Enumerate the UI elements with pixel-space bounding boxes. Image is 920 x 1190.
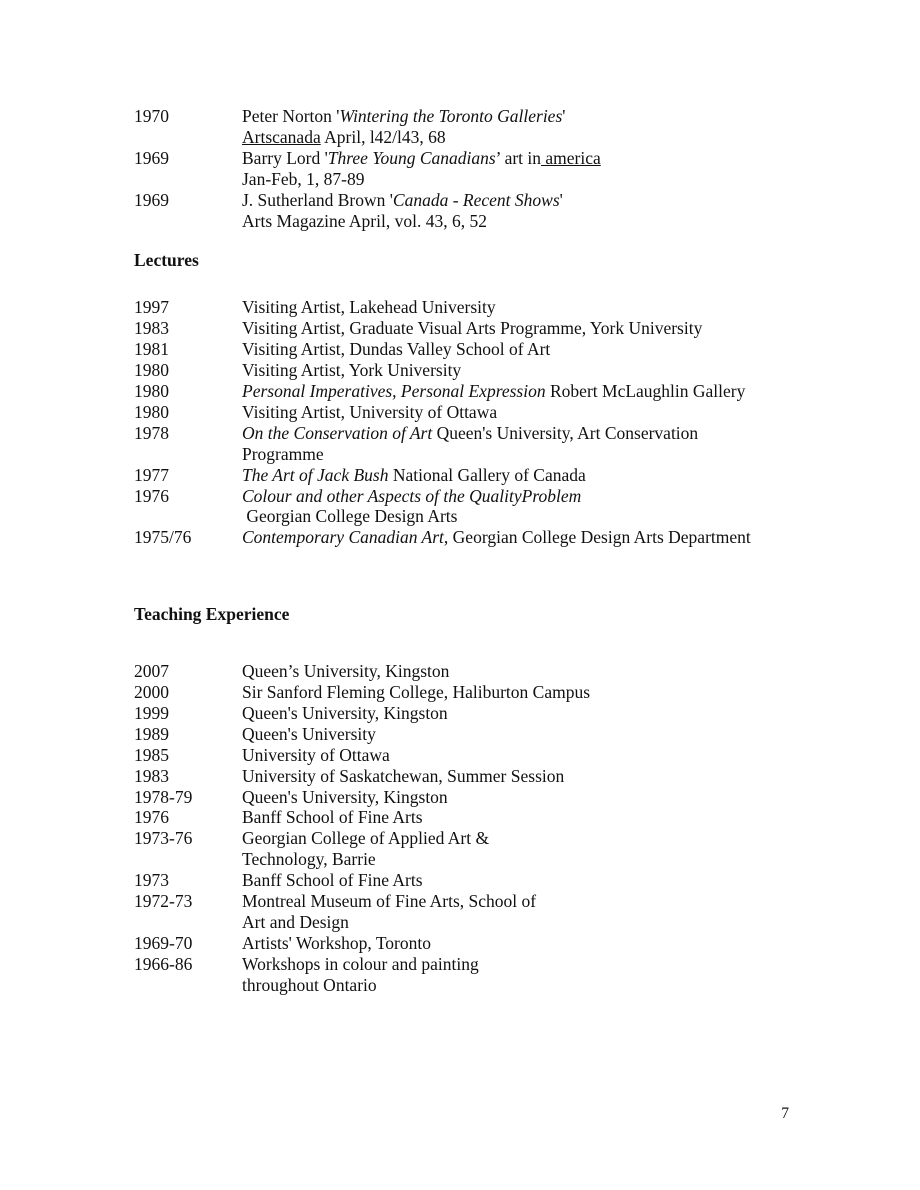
entry-body bbox=[242, 148, 794, 190]
entry-line bbox=[242, 486, 794, 507]
cv-entry bbox=[134, 724, 794, 745]
entry-line bbox=[242, 661, 794, 682]
entry-year: 1969 bbox=[134, 147, 169, 168]
entry-line bbox=[242, 682, 794, 703]
underlined-title: Artscanada bbox=[242, 126, 321, 147]
entry-text: throughout Ontario bbox=[242, 974, 377, 995]
entry-year: 1980 bbox=[134, 401, 169, 422]
entry-line bbox=[242, 787, 794, 808]
italic-title: Colour and other Aspects of the QualityProblem bbox=[242, 485, 582, 506]
entry-text: Barry Lord ' bbox=[242, 147, 328, 168]
entry-year: 1966-86 bbox=[134, 953, 193, 974]
entry-text: Technology, Barrie bbox=[242, 849, 376, 870]
spacer bbox=[134, 271, 794, 297]
italic-title: Three Young Canadians bbox=[327, 147, 496, 168]
spacer bbox=[134, 625, 794, 661]
entry-text: Banff School of Fine Arts bbox=[242, 870, 423, 891]
entry-line bbox=[242, 297, 794, 318]
cv-entry bbox=[134, 745, 794, 766]
entry-body bbox=[242, 891, 794, 933]
italic-title: On the Conservation of Art bbox=[242, 422, 433, 443]
entry-year: 1976 bbox=[134, 485, 169, 506]
entry-body bbox=[242, 465, 794, 486]
entry-year: 1980 bbox=[134, 360, 169, 381]
entry-text: Visiting Artist, Lakehead University bbox=[242, 297, 496, 318]
entry-line bbox=[242, 190, 794, 211]
cv-entry bbox=[134, 807, 794, 828]
cv-entry bbox=[134, 339, 794, 360]
entry-text: Queen's University bbox=[242, 723, 376, 744]
entry-body bbox=[242, 297, 794, 318]
entry-year: 1970 bbox=[134, 106, 169, 126]
cv-entry bbox=[134, 933, 794, 954]
entry-text: Visiting Artist, University of Ottawa bbox=[242, 401, 498, 422]
entry-text: Arts Magazine April, vol. 43, 6, 52 bbox=[242, 210, 487, 231]
publications-continued-list bbox=[134, 106, 794, 231]
cv-entry bbox=[134, 703, 794, 724]
cv-entry bbox=[134, 486, 794, 528]
entry-line bbox=[242, 954, 794, 975]
entry-body bbox=[242, 318, 794, 339]
entry-line bbox=[242, 106, 794, 127]
entry-line bbox=[242, 339, 794, 360]
entry-text: ' bbox=[559, 189, 563, 210]
entry-year: 1977 bbox=[134, 464, 169, 485]
entry-year: 2007 bbox=[134, 661, 169, 682]
italic-title: Personal Imperatives, Personal Expression bbox=[242, 380, 546, 401]
entry-line bbox=[242, 807, 794, 828]
cv-entry bbox=[134, 682, 794, 703]
entry-line bbox=[242, 423, 794, 444]
cv-entry bbox=[134, 661, 794, 682]
entry-body bbox=[242, 190, 794, 232]
entry-text: University of Saskatchewan, Summer Session bbox=[242, 765, 565, 786]
entry-body bbox=[242, 527, 794, 548]
entry-year: 1969 bbox=[134, 189, 169, 210]
entry-body bbox=[242, 954, 794, 996]
cv-entry bbox=[134, 527, 794, 548]
entry-line bbox=[242, 360, 794, 381]
entry-year: 1973-76 bbox=[134, 828, 193, 849]
entry-text: Georgian College of Applied Art & bbox=[242, 828, 490, 849]
entry-body bbox=[242, 703, 794, 724]
cv-entry bbox=[134, 402, 794, 423]
entry-year: 1975/76 bbox=[134, 527, 192, 548]
entry-text: Jan-Feb, 1, 87-89 bbox=[242, 168, 365, 189]
entry-text: Art and Design bbox=[242, 912, 349, 932]
entry-body bbox=[242, 807, 794, 828]
entry-body bbox=[242, 933, 794, 954]
entry-text: National Gallery of Canada bbox=[388, 464, 586, 485]
entry-text: Visiting Artist, Dundas Valley School of Art bbox=[242, 339, 551, 360]
entry-line bbox=[242, 912, 794, 933]
entry-line bbox=[242, 870, 794, 891]
entry-year: 1997 bbox=[134, 297, 169, 318]
entry-line bbox=[242, 465, 794, 486]
section-heading-teaching-experience: Teaching Experience bbox=[134, 604, 290, 625]
entry-year: 1981 bbox=[134, 339, 169, 360]
entry-line bbox=[242, 211, 794, 232]
entry-line bbox=[242, 148, 794, 169]
entry-line bbox=[242, 849, 794, 870]
entry-line bbox=[242, 169, 794, 190]
italic-title: Canada - Recent Shows bbox=[392, 189, 560, 210]
entry-line bbox=[242, 724, 794, 745]
section-heading-lectures: Lectures bbox=[134, 250, 199, 271]
entry-line bbox=[242, 766, 794, 787]
entry-text: Queen's University, Kingston bbox=[242, 786, 448, 807]
entry-line bbox=[242, 891, 794, 912]
entry-body bbox=[242, 106, 794, 148]
entry-text: Montreal Museum of Fine Arts, School of bbox=[242, 891, 537, 912]
entry-text: Peter Norton ' bbox=[242, 106, 340, 126]
entry-body bbox=[242, 486, 794, 528]
cv-entry bbox=[134, 381, 794, 402]
italic-title: Wintering the Toronto Galleries bbox=[339, 106, 563, 126]
page-content bbox=[134, 106, 794, 996]
cv-entry bbox=[134, 190, 794, 232]
entry-line bbox=[242, 703, 794, 724]
italic-title: The Art of Jack Bush bbox=[242, 464, 389, 485]
page-number: 7 bbox=[781, 1105, 789, 1122]
entry-year: 1973 bbox=[134, 870, 169, 891]
entry-text: J. Sutherland Brown ' bbox=[242, 189, 393, 210]
entry-line bbox=[242, 828, 794, 849]
cv-entry bbox=[134, 891, 794, 933]
entry-year: 1980 bbox=[134, 380, 169, 401]
entry-body bbox=[242, 745, 794, 766]
entry-body bbox=[242, 661, 794, 682]
cv-entry bbox=[134, 766, 794, 787]
entry-body bbox=[242, 766, 794, 787]
entry-year: 1972-73 bbox=[134, 891, 193, 912]
entry-body bbox=[242, 828, 794, 870]
entry-line bbox=[242, 975, 794, 996]
entry-line bbox=[242, 933, 794, 954]
entry-text: Sir Sanford Fleming College, Haliburton Campus bbox=[242, 682, 591, 703]
italic-title: Contemporary Canadian Art bbox=[242, 527, 444, 548]
cv-entry bbox=[134, 954, 794, 996]
cv-entry bbox=[134, 465, 794, 486]
entry-body bbox=[242, 381, 794, 402]
entry-text: Banff School of Fine Arts bbox=[242, 807, 423, 828]
cv-entry bbox=[134, 318, 794, 339]
entry-text: University of Ottawa bbox=[242, 744, 390, 765]
entry-text: Queen's University, Kingston bbox=[242, 702, 448, 723]
entry-year: 1969-70 bbox=[134, 932, 193, 953]
spacer bbox=[134, 548, 794, 604]
cv-entry bbox=[134, 828, 794, 870]
entry-year: 1978 bbox=[134, 422, 169, 443]
entry-body bbox=[242, 402, 794, 423]
entry-text: , Georgian College Design Arts Department bbox=[443, 527, 751, 548]
cv-entry bbox=[134, 297, 794, 318]
cv-entry bbox=[134, 787, 794, 808]
entry-text: ' bbox=[562, 106, 566, 126]
entry-year: 1978-79 bbox=[134, 786, 193, 807]
entry-text: Artists' Workshop, Toronto bbox=[242, 932, 431, 953]
underlined-title: america bbox=[541, 147, 601, 168]
entry-year: 1999 bbox=[134, 702, 169, 723]
entry-body bbox=[242, 339, 794, 360]
entry-year: 1983 bbox=[134, 318, 169, 339]
entry-year: 1983 bbox=[134, 765, 169, 786]
entry-line bbox=[242, 745, 794, 766]
cv-entry bbox=[134, 423, 794, 465]
entry-body bbox=[242, 724, 794, 745]
entry-line bbox=[242, 381, 794, 402]
entry-year: 1989 bbox=[134, 723, 169, 744]
entry-text: Visiting Artist, York University bbox=[242, 360, 462, 381]
entry-body bbox=[242, 423, 794, 465]
entry-line bbox=[242, 527, 794, 548]
entry-body bbox=[242, 870, 794, 891]
entry-body bbox=[242, 360, 794, 381]
entry-text: Robert McLaughlin Gallery bbox=[545, 380, 746, 401]
entry-text: Workshops in colour and painting bbox=[242, 953, 479, 974]
teaching-experience-list bbox=[134, 661, 794, 996]
cv-entry bbox=[134, 870, 794, 891]
entry-line bbox=[242, 506, 794, 527]
spacer bbox=[134, 231, 794, 250]
cv-entry bbox=[134, 106, 794, 148]
lectures-list bbox=[134, 297, 794, 548]
entry-year: 1985 bbox=[134, 744, 169, 765]
entry-text: Visiting Artist, Graduate Visual Arts Programme, York University bbox=[242, 318, 703, 339]
entry-year: 2000 bbox=[134, 682, 169, 703]
entry-year: 1976 bbox=[134, 807, 169, 828]
entry-body bbox=[242, 682, 794, 703]
entry-text: Georgian College Design Arts bbox=[242, 506, 458, 527]
entry-line bbox=[242, 402, 794, 423]
entry-line bbox=[242, 444, 794, 465]
entry-line bbox=[242, 127, 794, 148]
entry-text: April, l42/l43, 68 bbox=[320, 126, 446, 147]
entry-text: ’ art in bbox=[495, 147, 542, 168]
entry-body bbox=[242, 787, 794, 808]
entry-line bbox=[242, 318, 794, 339]
entry-text: Programme bbox=[242, 443, 324, 464]
cv-entry bbox=[134, 148, 794, 190]
entry-text: Queen’s University, Kingston bbox=[242, 661, 450, 682]
entry-text: Queen's University, Art Conservation bbox=[432, 422, 699, 443]
cv-entry bbox=[134, 360, 794, 381]
